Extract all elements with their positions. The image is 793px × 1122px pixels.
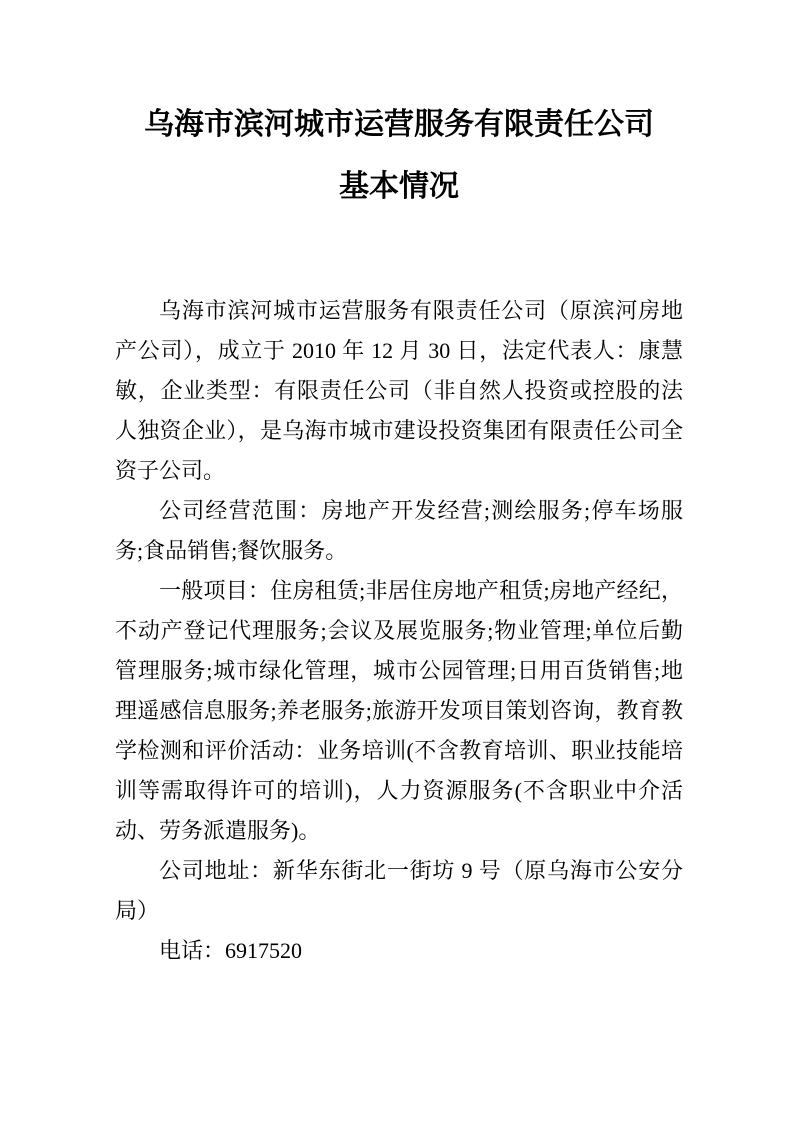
paragraph-company-address: 公司地址：新华东街北一街坊 9 号（原乌海市公安分局） — [115, 858, 683, 923]
document-title — [115, 94, 683, 218]
document-body — [115, 291, 683, 971]
title-company-name: 乌海市滨河城市运营服务有限责任公司 — [144, 108, 654, 141]
paragraph-general-projects: 一般项目：住房租赁;非居住房地产租赁;房地产经纪，不动产登记代理服务;会议及展览服务;物业管理;单位后勤管理服务;城市绿化管理，城市公园管理;日用百货销售;地理遥感信息服务;养老服务;旅游开发项目策划咨询，教育教学检测和评价活动：业务培训(不含教育培训、职业技能培训等需取得许可的培训)，人力资源服务(不含职业中介活动、劳务派遣服务)。 — [115, 578, 683, 843]
paragraph-business-scope: 公司经营范围：房地产开发经营;测绘服务;停车场服务;食品销售;餐饮服务。 — [115, 498, 683, 563]
title-subtitle: 基本情况 — [339, 170, 459, 203]
paragraph-company-phone: 电话：6917520 — [159, 938, 303, 963]
paragraph-company-overview: 乌海市滨河城市运营服务有限责任公司（原滨河房地产公司），成立于 2010 年 12 月 30 日，法定代表人：康慧敏，企业类型：有限责任公司（非自然人投资或控股的法人独资企业），是乌海市城市建设投资集团有限责任公司全资子公司。 — [115, 298, 683, 483]
